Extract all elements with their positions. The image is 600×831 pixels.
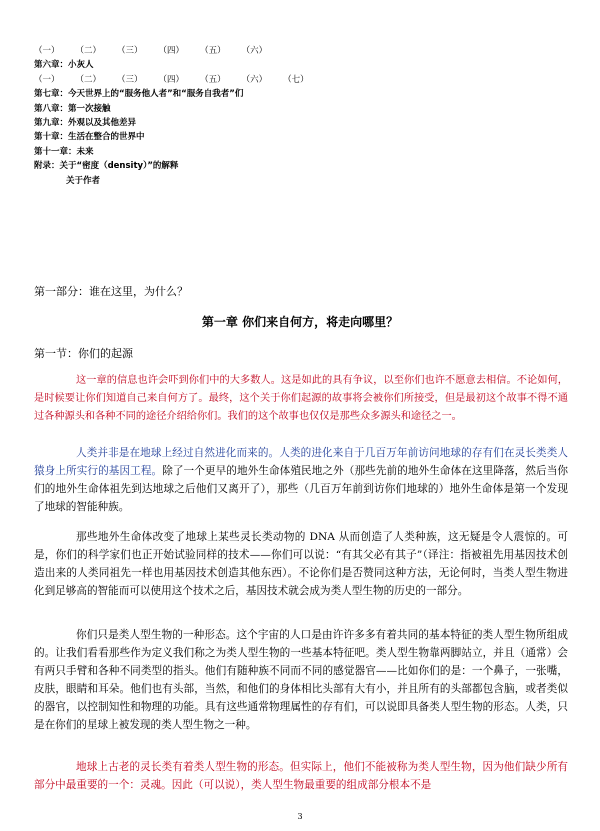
highlighted-text: 人类并非是在地球上经过自然进化而来的。人类的进化来自于几百万年前访问地球的存有们在灵长类类人猿身上所实行的基因工程。 bbox=[34, 447, 568, 477]
toc-chapter-7: 第七章：今天世界上的“服务他人者”和“服务自我者”们 bbox=[34, 89, 244, 100]
toc-chapter-11: 第十一章：未来 bbox=[34, 146, 94, 157]
toc-about-author: 关于作者 bbox=[66, 175, 101, 186]
toc-chapter-6: 第六章：小灰人 bbox=[34, 60, 94, 71]
toc-section: （六） bbox=[241, 74, 268, 85]
section-title: 第一节：你们的起源 bbox=[34, 347, 133, 360]
toc-section: （一） bbox=[34, 74, 60, 85]
toc-ch6-sections bbox=[34, 73, 554, 87]
paragraph-dna: 那些地外生命体改变了地球上某些灵长类动物的 DNA 从而创造了人类种族，这无疑是令人震惊的。可是，你们的科学家们也正开始试验同样的技术——你们可以说：“有其父必有其子”（译注：指被祖先用基因技术创造出来的人类同祖先一样也用基因技术创造其他东西）。不论你们是否赞同这种方法，无论何时，当类人型生物进化到足够高的智能而可以使用这个技术之后，基因技术就会成为类人型生物的历史的一部分。 bbox=[34, 531, 568, 597]
paragraph-primates: 地球上古老的灵长类有着类人型生物的形态。但实际上，他们不能被称为类人型生物，因为他们缺少所有部分中最重要的一个：灵魂。因此（可以说），类人型生物最重要的组成部分根本不是 bbox=[34, 761, 568, 791]
toc-chapter-10: 第十章：生活在整合的世界中 bbox=[34, 132, 145, 143]
toc-appendix: 附录：关于“密度（density）”的解释 bbox=[34, 161, 179, 172]
toc-section: （五） bbox=[200, 46, 226, 56]
toc-section: （三） bbox=[117, 46, 143, 56]
chapter-title: 第一章 你们来自何方，将走向哪里？ bbox=[201, 315, 399, 329]
toc-section: （二） bbox=[75, 46, 102, 56]
paragraph-humanoid: 你们只是类人型生物的一种形态。这个宇宙的人口是由许许多多有着共同的基本特征的类人型生物所组成的。让我们看看那些作为定义我们称之为类人型生物的一些基本特征吧。类人型生物靠两脚站立，并且（通常）会有两只手臂和各种不同类型的指头。他们有随种族不同而不同的感觉器官——比如你们的是：一个鼻子，一张嘴，皮肤，眼睛和耳朵。他们也有头部，当然，和他们的身体相比头部有大有小，并且所有的头部都包含脑，或者类似的器官，以控制知性和物理的功能。具有这些通常物理属性的存有们，可以说即具备类人型生物的形态。人类，只是在你们的星球上被发现的类人型生物之一种。 bbox=[34, 629, 568, 731]
toc-section: （二） bbox=[75, 74, 102, 85]
toc-chapter-9: 第九章：外观以及其他差异 bbox=[34, 117, 137, 128]
toc-section: （五） bbox=[200, 74, 226, 85]
paragraph-intro: 这一章的信息也许会吓到你们中的大多数人。这是如此的具有争议，以至你们也许不愿意去相信。不论如何，是时候要让你们知道自己来自何方了。最终，这个关于你们起源的故事将会被你们所接受，但是最初这个故事不得不通过各种源头和各种不同的途径介绍给你们。我们的这个故事也仅仅是那些众多源头和途径之一。 bbox=[34, 375, 568, 422]
paragraph-origin bbox=[34, 444, 568, 516]
toc-section: （四） bbox=[158, 46, 185, 56]
toc-section: （四） bbox=[158, 74, 185, 85]
table-of-contents bbox=[34, 44, 554, 188]
toc-ch5-sections bbox=[34, 44, 554, 58]
toc-section: （七） bbox=[283, 74, 309, 85]
toc-chapter-8: 第八章：第一次接触 bbox=[34, 103, 111, 114]
page-number: 3 bbox=[297, 812, 303, 821]
body-text: 除了一个更早的地外生命体殖民地之外（那些先前的地外生命体在这里降落，然后当你们的地外生命体祖先到达地球之后他们又离开了），那些（几百万年前到访你们地球的）地外生命体是第一个发现了地球的智能种族。 bbox=[34, 465, 569, 513]
part-title: 第一部分：谁在这里，为什么？ bbox=[34, 285, 188, 298]
toc-section: （三） bbox=[117, 74, 143, 85]
toc-section: （一） bbox=[34, 46, 60, 56]
toc-section: （六） bbox=[241, 46, 268, 56]
